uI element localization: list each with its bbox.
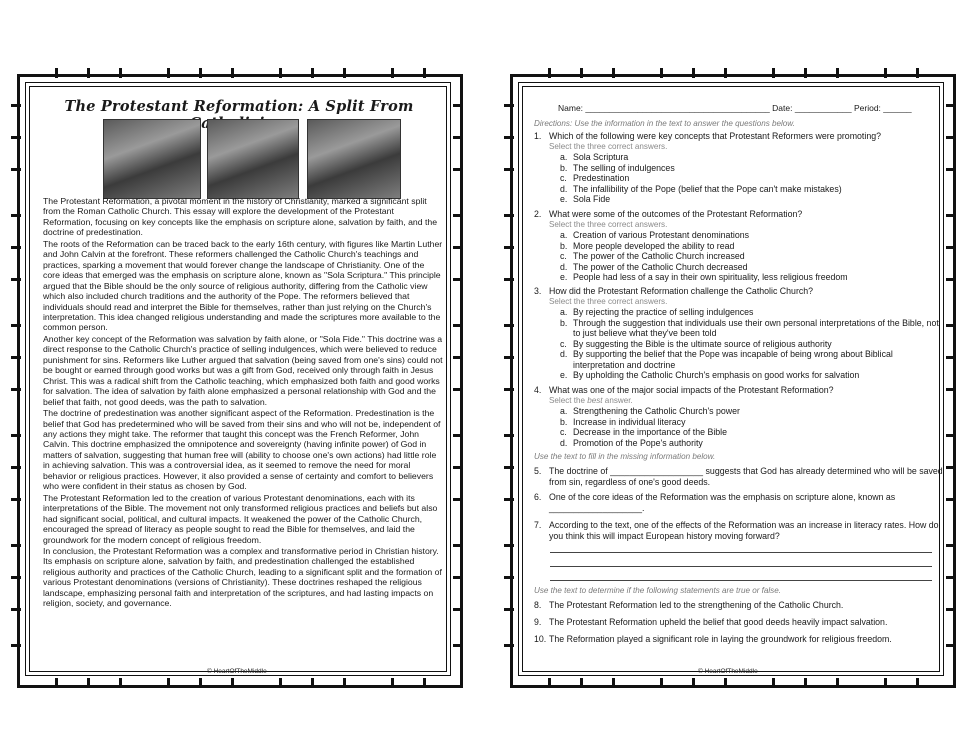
copyright-footer: © HeartOfTheMiddle <box>207 668 267 675</box>
question-number: 2. <box>534 209 542 219</box>
essay-paragraph: In conclusion, the Protestant Reformation was a complex and transformative period in Christian history. Its emphasis on scripture alone, salvation by faith, and predestination challenged the established religious authority and practices of the Catholic Church, leading to a significant split and the formation of various Protestant denominations (versions of Christianity). These doctrines reshaped the religious landscape, emphasizing personal faith and interpretation of the scriptures, and had lasting impacts on religion, society, and governance. <box>43 545 442 609</box>
worksheet-page <box>510 74 958 690</box>
essay-text <box>43 196 443 610</box>
answer-line[interactable] <box>550 566 932 567</box>
answer-option[interactable] <box>560 241 944 252</box>
name-field[interactable]: _______________________________________ <box>585 103 770 113</box>
border-tick <box>504 576 514 579</box>
select-text: Select the <box>549 395 588 405</box>
border-tick <box>11 356 21 359</box>
question-number: 5. <box>534 466 542 476</box>
border-tick <box>504 356 514 359</box>
border-tick <box>692 68 695 78</box>
border-tick <box>660 678 663 688</box>
border-tick <box>946 214 956 217</box>
border-tick <box>311 678 314 688</box>
question-9 <box>534 617 944 628</box>
luther-illustration <box>103 119 201 199</box>
answer-option[interactable] <box>560 262 944 273</box>
option-letter: c. <box>560 173 567 183</box>
directions-fill-in: Use the text to fill in the missing information below. <box>534 452 716 461</box>
border-tick <box>836 678 839 688</box>
border-tick <box>580 678 583 688</box>
answer-option[interactable] <box>560 307 944 318</box>
option-text: Sola Fide <box>573 194 611 204</box>
question-5 <box>534 466 944 487</box>
question-text: One of the core ideas of the Reformation was the emphasis on scripture alone, known as ___________________. <box>549 492 896 513</box>
border-tick <box>504 278 514 281</box>
option-text: Through the suggestion that individuals use their own personal interpretations of the Bible, not to just believe what they've been told <box>573 317 939 338</box>
answer-option[interactable] <box>560 230 944 241</box>
answer-line[interactable] <box>550 580 932 581</box>
border-tick <box>946 434 956 437</box>
border-tick <box>343 68 346 78</box>
question-number: 10. <box>534 634 547 644</box>
option-text: By upholding the Catholic Church's emphasis on good works for salvation <box>573 370 860 380</box>
border-tick <box>946 466 956 469</box>
option-letter: d. <box>560 437 568 448</box>
answer-option[interactable] <box>560 349 944 370</box>
answer-option[interactable] <box>560 339 944 350</box>
select-instruction <box>549 396 944 407</box>
border-tick <box>548 678 551 688</box>
date-label: Date: <box>772 103 793 113</box>
question-10 <box>534 634 944 645</box>
border-tick <box>11 434 21 437</box>
essay-paragraph: The Protestant Reformation led to the creation of various Protestant denominations, each with its interpretations of the Bible. The movement not only transformed religious practices and beliefs but also had significant social, political, and cultural impacts. It weakened the power of the Catholic Church, encouraged the spread of literacy as people sought to read the Bible for themselves, and laid the groundwork for the modern concept of religious freedom. <box>43 492 438 545</box>
directions-true-false: Use the text to determine if the following statements are true or false. <box>534 586 781 595</box>
directions-multiple-choice: Directions: Use the information in the text to answer the questions below. <box>534 119 795 128</box>
option-text: Predestination <box>573 173 630 183</box>
border-tick <box>453 104 463 107</box>
answer-option[interactable] <box>560 427 944 438</box>
question-text: What was one of the major social impacts of the Protestant Reformation? <box>549 385 834 395</box>
select-instruction: Select the three correct answers. <box>549 141 668 151</box>
study-hall-illustration <box>207 119 299 199</box>
option-text: The power of the Catholic Church increased <box>573 251 745 261</box>
border-tick <box>504 608 514 611</box>
option-text: Decrease in the importance of the Bible <box>573 427 728 437</box>
reading-page <box>17 74 465 690</box>
border-tick <box>612 678 615 688</box>
question-number: 3. <box>534 286 542 296</box>
option-letter: a. <box>560 230 568 240</box>
question-text: What were some of the outcomes of the Protestant Reformation? <box>549 209 803 219</box>
answer-option[interactable] <box>560 163 944 174</box>
border-tick <box>453 576 463 579</box>
border-tick <box>55 68 58 78</box>
option-text: By rejecting the practice of selling indulgences <box>573 307 754 317</box>
border-tick <box>772 678 775 688</box>
border-tick <box>804 678 807 688</box>
answer-option[interactable] <box>560 184 944 195</box>
option-letter: b. <box>560 416 568 427</box>
border-tick <box>453 466 463 469</box>
border-tick <box>504 136 514 139</box>
option-letter: c. <box>560 251 567 261</box>
border-tick <box>580 68 583 78</box>
border-tick <box>11 246 21 249</box>
question-number: 1. <box>534 131 542 141</box>
answer-option[interactable] <box>560 251 944 262</box>
border-tick <box>423 678 426 688</box>
border-tick <box>55 678 58 688</box>
answer-option[interactable] <box>560 417 944 428</box>
option-letter: b. <box>560 162 568 173</box>
border-tick <box>946 388 956 391</box>
option-text: Increase in individual literacy <box>573 416 686 427</box>
scholar-illustration <box>307 119 401 199</box>
border-tick <box>946 576 956 579</box>
question-number: 9. <box>534 617 542 627</box>
answer-line[interactable] <box>550 552 932 553</box>
period-label: Period: <box>853 103 881 113</box>
border-tick <box>343 678 346 688</box>
option-letter: c. <box>560 338 567 349</box>
question-8 <box>534 600 944 611</box>
border-tick <box>453 544 463 547</box>
border-tick <box>504 466 514 469</box>
border-tick <box>453 434 463 437</box>
option-text: Strengthening the Catholic Church's power <box>573 406 740 416</box>
border-tick <box>11 324 21 327</box>
border-tick <box>946 136 956 139</box>
border-tick <box>946 608 956 611</box>
question-text: The Reformation played a significant role in laying the groundwork for religious freedom. <box>549 634 892 644</box>
border-tick <box>453 324 463 327</box>
border-tick <box>11 498 21 501</box>
option-text: The power of the Catholic Church decreased <box>573 261 748 272</box>
question-number: 7. <box>534 520 542 530</box>
option-text: By supporting the belief that the Pope was incapable of being wrong about Biblical interpretation and doctrine <box>573 349 893 370</box>
option-letter: b. <box>560 240 568 251</box>
border-tick <box>11 214 21 217</box>
answer-option[interactable] <box>560 370 944 381</box>
border-tick <box>423 68 426 78</box>
border-tick <box>504 246 514 249</box>
option-letter: a. <box>560 152 568 162</box>
option-letter: a. <box>560 406 568 416</box>
border-tick <box>87 68 90 78</box>
border-tick <box>772 68 775 78</box>
border-tick <box>453 388 463 391</box>
border-tick <box>504 388 514 391</box>
border-tick <box>946 356 956 359</box>
border-tick <box>504 544 514 547</box>
answer-option[interactable] <box>560 272 944 283</box>
border-tick <box>724 678 727 688</box>
border-tick <box>612 68 615 78</box>
border-tick <box>391 678 394 688</box>
border-tick <box>11 278 21 281</box>
border-tick <box>167 68 170 78</box>
border-tick <box>119 678 122 688</box>
question-text: According to the text, one of the effects of the Reformation was an increase in literacy rates. How do you think this will impact European history moving forward? <box>549 520 939 541</box>
question-3 <box>534 286 944 381</box>
border-tick <box>11 576 21 579</box>
border-tick <box>231 678 234 688</box>
border-tick <box>11 104 21 107</box>
border-tick <box>548 68 551 78</box>
border-tick <box>804 68 807 78</box>
border-tick <box>391 68 394 78</box>
question-1 <box>534 131 944 205</box>
copyright-footer: © HeartOfTheMiddle <box>698 668 758 675</box>
option-letter: e. <box>560 370 568 380</box>
border-tick <box>453 498 463 501</box>
border-tick <box>946 644 956 647</box>
option-letter: e. <box>560 272 568 282</box>
border-tick <box>199 68 202 78</box>
border-tick <box>884 678 887 688</box>
name-label: Name: <box>558 103 584 113</box>
option-letter: e. <box>560 194 568 204</box>
answer-option[interactable] <box>560 318 944 339</box>
option-letter: d. <box>560 261 568 272</box>
date-field[interactable]: ____________ <box>794 103 852 113</box>
option-text: More people developed the ability to read <box>573 240 735 251</box>
border-tick <box>453 278 463 281</box>
border-tick <box>11 168 21 171</box>
border-tick <box>504 644 514 647</box>
border-tick <box>453 356 463 359</box>
border-tick <box>916 68 919 78</box>
border-tick <box>724 68 727 78</box>
border-tick <box>119 68 122 78</box>
border-tick <box>884 68 887 78</box>
border-tick <box>504 104 514 107</box>
border-tick <box>11 466 21 469</box>
header-fields <box>558 103 938 113</box>
border-tick <box>231 68 234 78</box>
answer-options <box>560 230 944 283</box>
page-title: The Protestant Reformation: A Split From <box>64 98 414 115</box>
question-number: 4. <box>534 385 542 395</box>
border-tick <box>453 136 463 139</box>
border-tick <box>946 168 956 171</box>
select-emphasis: best <box>587 395 603 405</box>
border-tick <box>946 324 956 327</box>
period-field[interactable]: ______ <box>883 103 912 113</box>
answer-option[interactable] <box>560 152 944 163</box>
border-tick <box>87 678 90 688</box>
border-tick <box>279 678 282 688</box>
option-text: The infallibility of the Pope (belief that the Pope can't make mistakes) <box>573 183 842 194</box>
answer-option[interactable] <box>560 194 944 205</box>
essay-paragraph: Another key concept of the Reformation was salvation by faith alone, or "Sola Fide." This doctrine was a direct response to the Catholic Church's practice of selling indulgences, which were believed to reduce punishment for sins. Reformers like Luther argued that salvation (being saved from one's sins) could not be bought or earned through good works but was a gift from God, received only through faith in Jesus Christ. This was a radical shift from the Catholic teaching, which emphasized both faith and good works for salvation. The idea of salvation by faith alone emphasized a personal relationship with God and the belief that faith, not good deeds, was the path to salvation. <box>43 333 443 407</box>
border-tick <box>660 68 663 78</box>
answer-options <box>560 152 944 205</box>
option-text: Creation of various Protestant denominations <box>573 230 750 240</box>
option-letter: d. <box>560 183 568 194</box>
border-tick <box>453 644 463 647</box>
question-number: 8. <box>534 600 542 610</box>
border-tick <box>453 246 463 249</box>
border-tick <box>504 168 514 171</box>
essay-paragraph: The doctrine of predestination was another significant aspect of the Reformation. Predestination is the belief that God has predetermined who will be saved from their sins and who will not be, independent of any actions they might take. The reformer that taught this concept was the French Reformer, John Calvin. This doctrine emphasized the omnipotence and sovereignty (having infinite power) of God in matters of salvation, suggesting that human free will (ability to choose one's own actions) had little role in achieving salvation. This was a controversial idea, as it seemed to remove the need for moral behavior or religious practices. However, it also provided a sense of certainty and comfort to believers who were confident in their status as chosen by God. <box>43 408 441 492</box>
question-2 <box>534 209 944 283</box>
border-tick <box>453 214 463 217</box>
question-text: The Protestant Reformation upheld the belief that good deeds heavily impact salvation. <box>549 617 888 627</box>
question-6 <box>534 492 944 513</box>
select-instruction: Select the three correct answers. <box>549 219 668 229</box>
border-tick <box>692 678 695 688</box>
option-letter: a. <box>560 307 568 317</box>
border-tick <box>453 168 463 171</box>
answer-option[interactable] <box>560 438 944 449</box>
border-tick <box>167 678 170 688</box>
essay-paragraph: The Protestant Reformation, a pivotal moment in the history of Christianity, marked a significant split from the Roman Catholic Church. This essay will explore the development of the Protestant Reformation, focusing on key concepts like the emphasis on scripture alone, salvation by faith, and the doctrine of predestination. <box>43 196 438 238</box>
question-4 <box>534 385 944 448</box>
border-tick <box>946 246 956 249</box>
border-tick <box>11 136 21 139</box>
option-text: Promotion of the Pope's authority <box>573 437 703 448</box>
border-tick <box>504 498 514 501</box>
question-text: The Protestant Reformation led to the strengthening of the Catholic Church. <box>549 600 844 610</box>
border-tick <box>836 68 839 78</box>
answer-option[interactable] <box>560 406 944 417</box>
border-tick <box>946 498 956 501</box>
border-tick <box>11 544 21 547</box>
answer-options <box>560 406 944 448</box>
question-7 <box>534 520 944 541</box>
border-tick <box>946 278 956 281</box>
essay-paragraph: The roots of the Reformation can be traced back to the early 16th century, with figures like Martin Luther and John Calvin at the forefront. These reformers challenged the Catholic Church's teachings and practices, sparking a movement that would forever change the landscape of Christianity. One of the core ideas that emerged was the emphasis on scripture alone, known as "Sola Scriptura." This principle argued that the Bible should be the only source of religious authority, differing from the Catholic view which also included church traditions and the authority of the Pope. The reformers believed that individuals should read and interpret the Bible for themselves, rather than just relying on the Church's interpretation. This idea changed religious understanding and made the scriptures more available to the common person. <box>43 238 443 333</box>
border-tick <box>279 68 282 78</box>
border-tick <box>199 678 202 688</box>
option-text: Sola Scriptura <box>573 152 629 162</box>
option-text: By suggesting the Bible is the ultimate source of religious authority <box>573 338 832 349</box>
select-instruction: Select the three correct answers. <box>549 296 668 306</box>
option-text: The selling of indulgences <box>573 162 675 173</box>
select-text: answer. <box>602 395 633 405</box>
option-letter: b. <box>560 317 568 328</box>
border-tick <box>11 608 21 611</box>
option-letter: d. <box>560 349 568 359</box>
question-number: 6. <box>534 492 542 502</box>
answer-option[interactable] <box>560 173 944 184</box>
border-tick <box>11 644 21 647</box>
border-tick <box>504 214 514 217</box>
border-tick <box>504 434 514 437</box>
border-tick <box>916 678 919 688</box>
border-tick <box>311 68 314 78</box>
option-text: People had less of a say in their own spirituality, less religious freedom <box>573 272 848 282</box>
question-text: Which of the following were key concepts that Protestant Reformers were promoting? <box>549 131 881 141</box>
border-tick <box>946 104 956 107</box>
border-tick <box>11 388 21 391</box>
question-text: The doctrine of ___________________ suggests that God has already determined who will be saved from sin, regardless of one's good deeds. <box>549 466 943 487</box>
border-tick <box>453 608 463 611</box>
border-tick <box>504 324 514 327</box>
answer-options <box>560 307 944 381</box>
option-letter: c. <box>560 427 567 437</box>
border-tick <box>946 544 956 547</box>
question-text: How did the Protestant Reformation challenge the Catholic Church? <box>549 286 814 296</box>
